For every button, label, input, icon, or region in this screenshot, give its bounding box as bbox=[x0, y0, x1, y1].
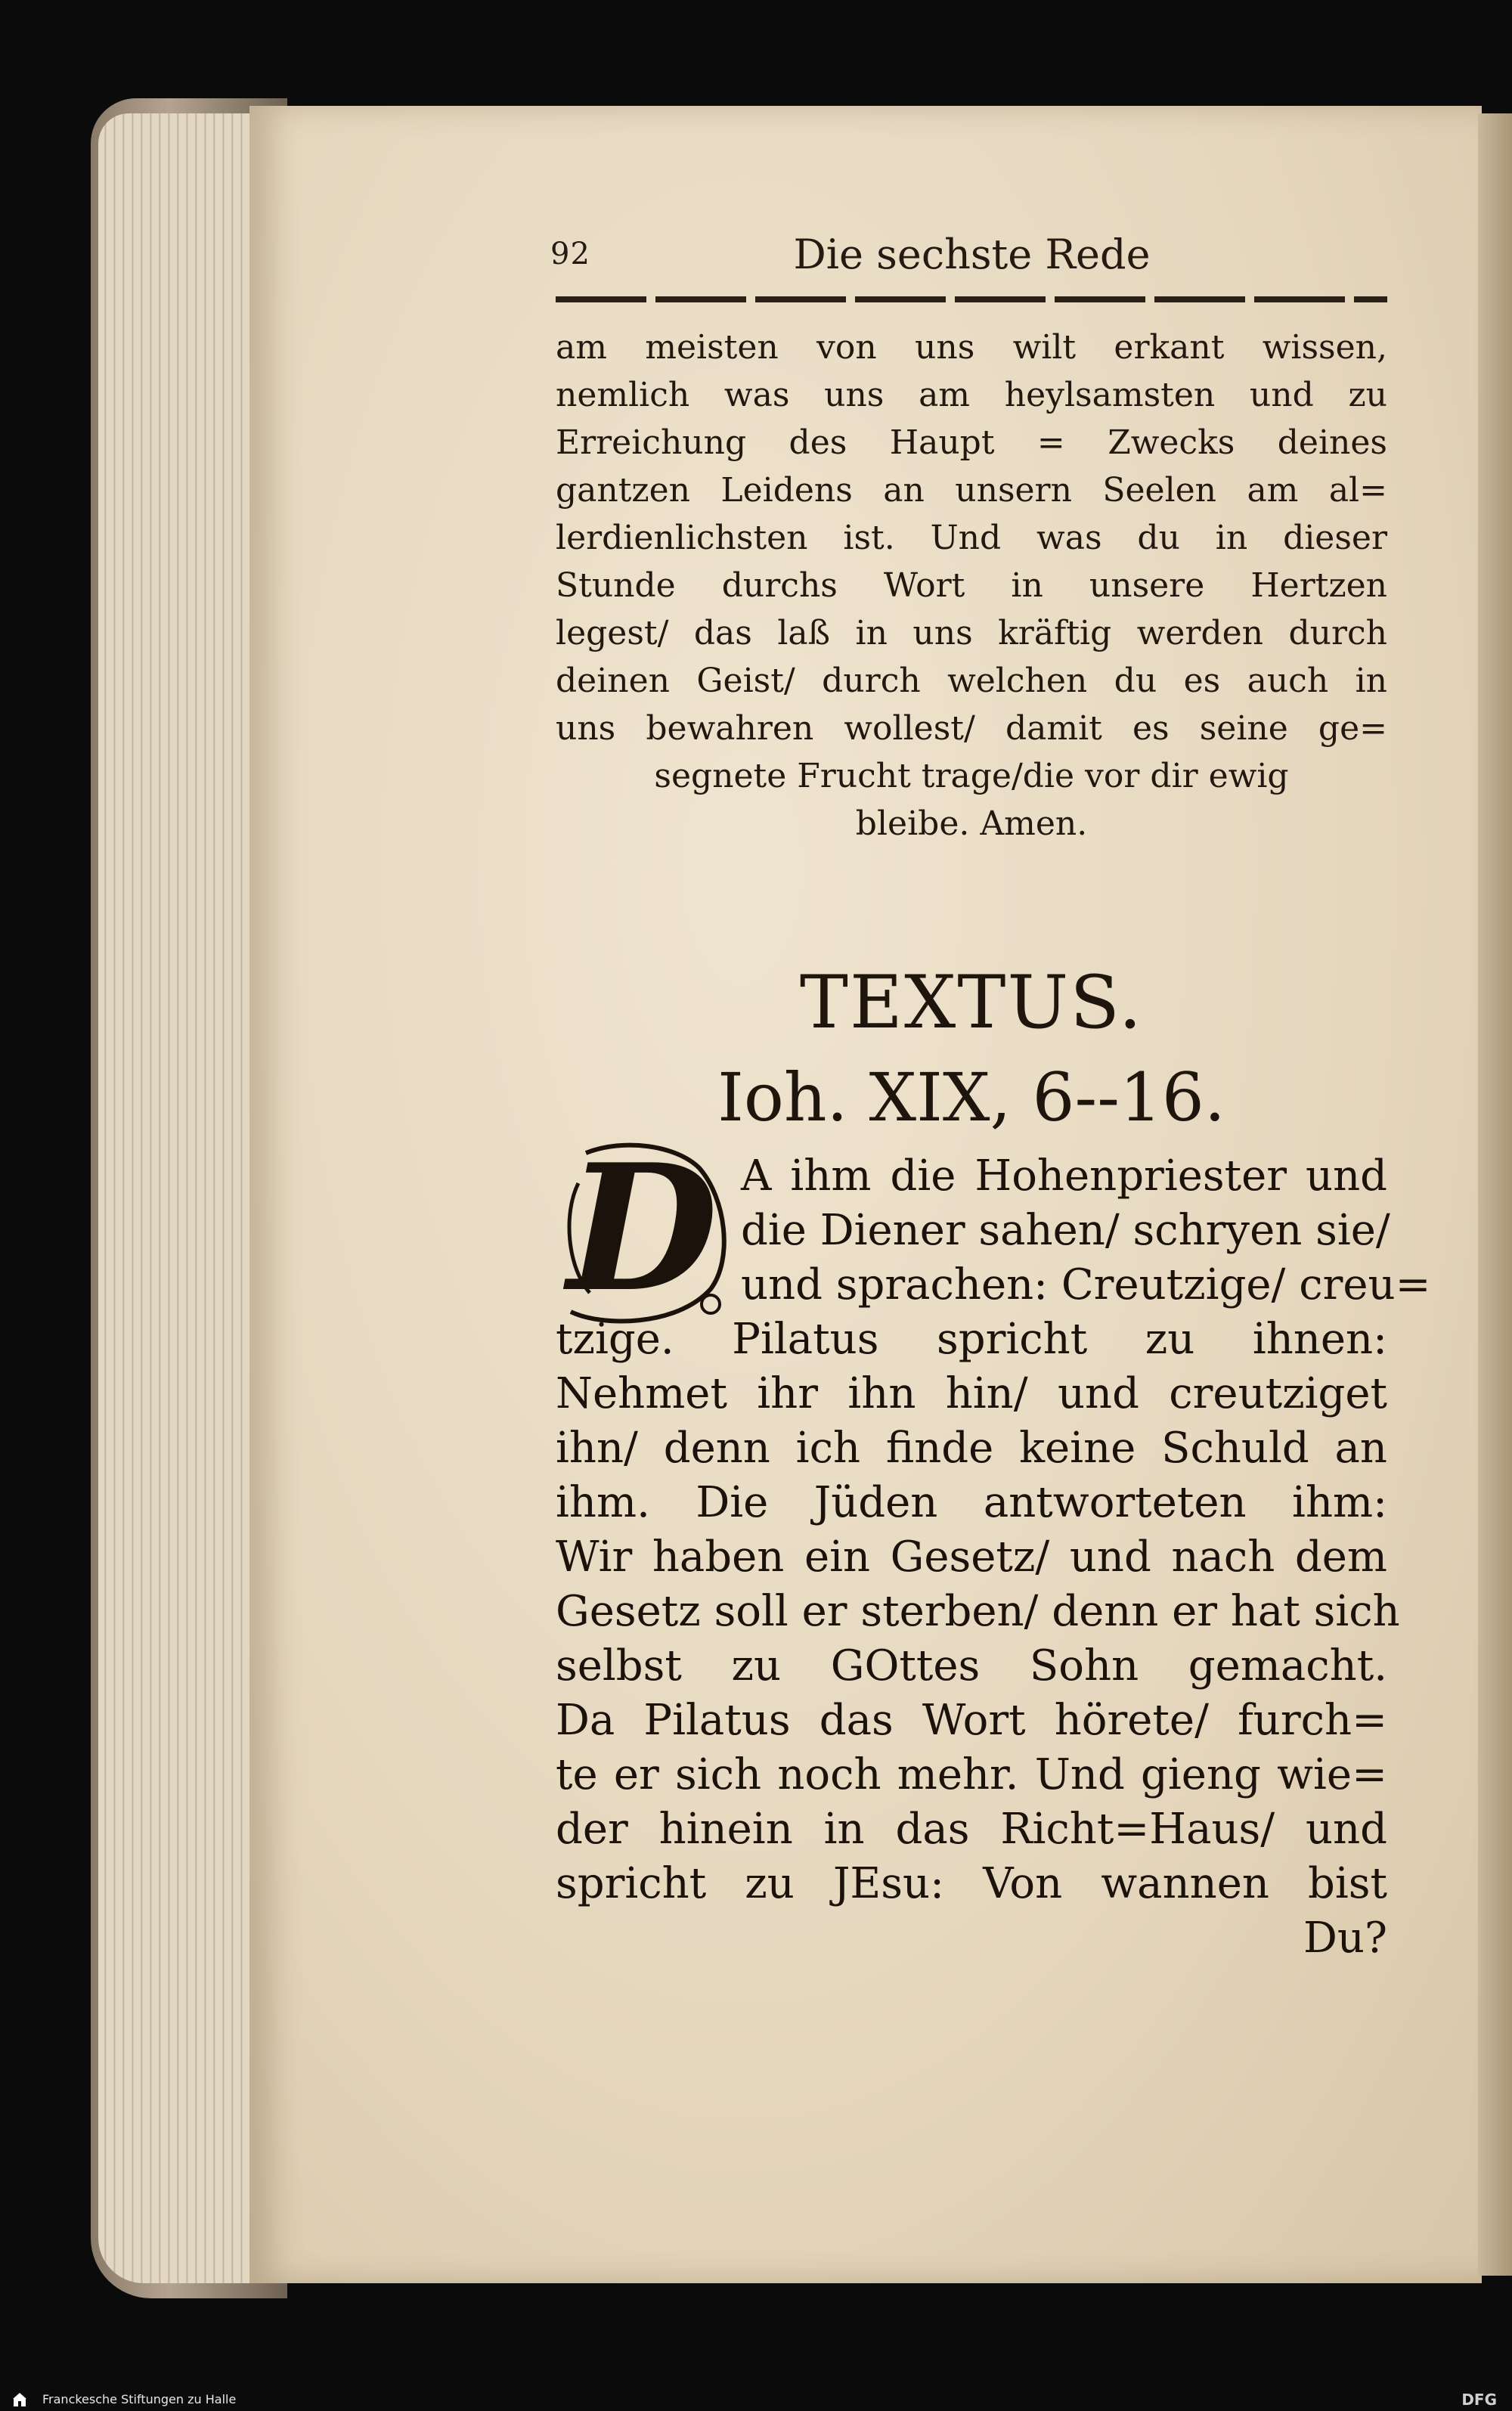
viewer-footer bbox=[0, 2389, 1512, 2411]
text-line: ihn/ denn ich finde keine Schuld an bbox=[556, 1424, 1387, 1473]
text-line: nemlich was uns am heylsamsten und zu bbox=[556, 376, 1387, 414]
text-line: deinen Geist/ durch welchen du es auch in bbox=[556, 662, 1387, 700]
text-line: Stunde durchs Wort in unsere Hertzen bbox=[556, 566, 1387, 605]
text-line: ihm. Die Jüden antworteten ihm: bbox=[556, 1478, 1387, 1527]
text-line: die Diener sahen/ schryen sie/ bbox=[741, 1206, 1390, 1255]
text-line: te er sich noch mehr. Und gieng wie= bbox=[556, 1750, 1387, 1799]
funder-logo: DFG bbox=[1461, 2391, 1497, 2409]
text-line: am meisten von uns wilt erkant wissen, bbox=[556, 328, 1387, 367]
text-line: Nehmet ihr ihn hin/ und creutziget bbox=[556, 1369, 1387, 1418]
institution-logo-icon bbox=[12, 2392, 27, 2407]
text-line: segnete Frucht trage/die vor dir ewig bbox=[654, 757, 1289, 795]
scripture-text bbox=[556, 1149, 1431, 1966]
text-line: lerdienlichsten ist. Und was du in dieser bbox=[556, 519, 1387, 557]
textus-heading: TEXTUS. bbox=[799, 960, 1144, 1045]
text-line: tzige. Pilatus spricht zu ihnen: bbox=[556, 1315, 1387, 1364]
header-rule bbox=[556, 296, 1387, 302]
scripture-reference: Ioh. XIX, 6--16. bbox=[717, 1058, 1225, 1136]
owner-credit: Franckesche Stiftungen zu Halle bbox=[42, 2392, 237, 2406]
next-page-edge bbox=[1478, 113, 1512, 2276]
text-line: und sprachen: Creutzige/ creu= bbox=[741, 1260, 1431, 1309]
page-header bbox=[550, 231, 1393, 291]
page-edges bbox=[98, 113, 265, 2283]
catchword: Du? bbox=[1303, 1914, 1387, 1963]
text-line: spricht zu JEsu: Von wannen bist bbox=[556, 1859, 1387, 1908]
text-line: gantzen Leidens an unsern Seelen am al= bbox=[556, 471, 1387, 510]
text-line: uns bewahren wollest/ damit es seine ge= bbox=[556, 709, 1387, 748]
running-head: Die sechste Rede bbox=[793, 231, 1151, 278]
page-number: 92 bbox=[550, 237, 590, 271]
text-line: A ihm die Hohenpriester und bbox=[741, 1151, 1387, 1201]
dropcap-initial: D bbox=[567, 1126, 718, 1331]
text-line: Gesetz soll er sterben/ denn er hat sich bbox=[556, 1587, 1400, 1636]
text-line: Erreichung des Haupt = Zwecks deines bbox=[556, 423, 1387, 462]
prayer-text bbox=[556, 324, 1387, 848]
text-line: selbst zu GOttes Sohn gemacht. bbox=[556, 1641, 1387, 1690]
text-line: Da Pilatus das Wort hörete/ furch= bbox=[556, 1696, 1387, 1745]
text-line: Wir haben ein Gesetz/ und nach dem bbox=[556, 1532, 1387, 1582]
text-line: der hinein in das Richt=Haus/ und bbox=[556, 1805, 1387, 1854]
text-line: legest/ das laß in uns kräftig werden durch bbox=[556, 614, 1387, 652]
text-line: bleibe. Amen. bbox=[855, 804, 1088, 843]
